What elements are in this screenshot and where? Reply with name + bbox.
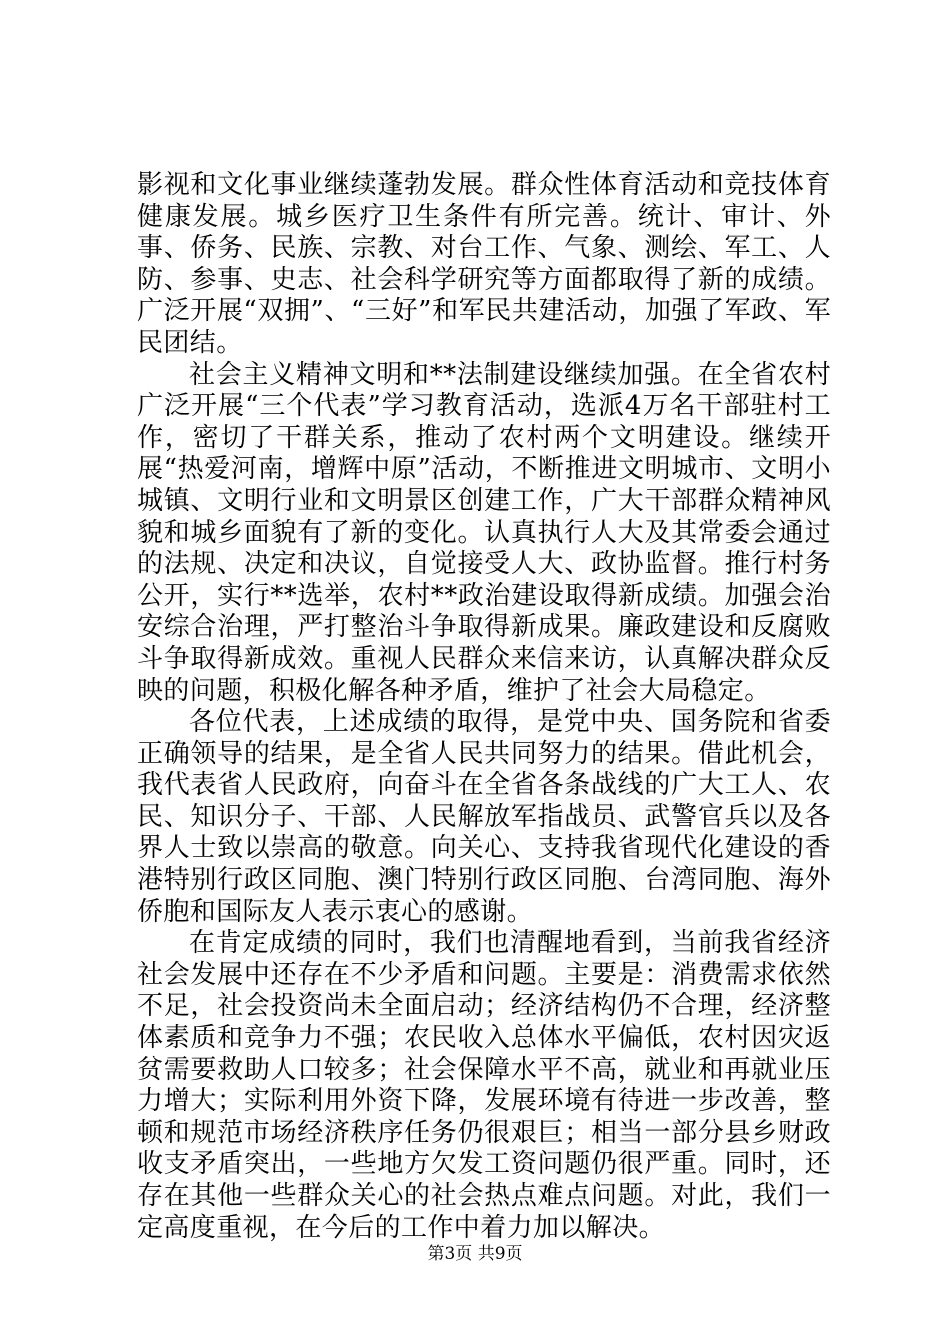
document-body bbox=[137, 170, 831, 1244]
paragraph-4: 在肯定成绩的同时，我们也清醒地看到，当前我省经济社会发展中还存在不少矛盾和问题。主要是：消费需求依然不足，社会投资尚未全面启动；经济结构仍不合理，经济整体素质和竞争力不强；农民收入总体水平偏低，农村因灾返贫需要救助人口较多；社会保障水平不高，就业和再就业压力增大；实际利用外资下降，发展环境有待进一步改善，整顿和规范市场经济秩序任务仍很艰巨；相当一部分县乡财政收支矛盾突出，一些地方欠发工资问题仍很严重。同时，还存在其他一些群众关心的社会热点难点问题。对此，我们一定高度重视，在今后的工作中着力加以解决。 bbox=[137, 928, 831, 1243]
paragraph-3: 各位代表，上述成绩的取得，是党中央、国务院和省委正确领导的结果，是全省人民共同努力的结果。借此机会，我代表省人民政府，向奋斗在全省各条战线的广大工人、农民、知识分子、干部、人民解放军指战员、武警官兵以及各界人士致以崇高的敬意。向关心、支持我省现代化建设的香港特别行政区同胞、澳门特别行政区同胞、台湾同胞、海外侨胞和国际友人表示衷心的感谢。 bbox=[137, 707, 831, 927]
paragraph-1: 影视和文化事业继续蓬勃发展。群众性体育活动和竞技体育健康发展。城乡医疗卫生条件有所完善。统计、审计、外事、侨务、民族、宗教、对台工作、气象、测绘、军工、人防、参事、史志、社会科学研究等方面都取得了新的成绩。广泛开展“双拥”、“三好”和军民共建活动，加强了军政、军民团结。 bbox=[137, 170, 831, 358]
paragraph-2: 社会主义精神文明和**法制建设继续加强。在全省农村广泛开展“三个代表”学习教育活动，选派4万名干部驻村工作，密切了干群关系，推动了农村两个文明建设。继续开展“热爱河南，增辉中原”活动，不断推进文明城市、文明小城镇、文明行业和文明景区创建工作，广大干部群众精神风貌和城乡面貌有了新的变化。认真执行人大及其常委会通过的法规、决定和决议，自觉接受人大、政协监督。推行村务公开，实行**选举，农村**政治建设取得新成绩。加强会治安综合治理，严打整治斗争取得新成果。廉政建设和反腐败斗争取得新成效。重视人民群众来信来访，认真解决群众反映的问题，积极化解各种矛盾，维护了社会大局稳定。 bbox=[137, 359, 831, 706]
page-number: 第3页 共9页 bbox=[427, 1244, 523, 1264]
